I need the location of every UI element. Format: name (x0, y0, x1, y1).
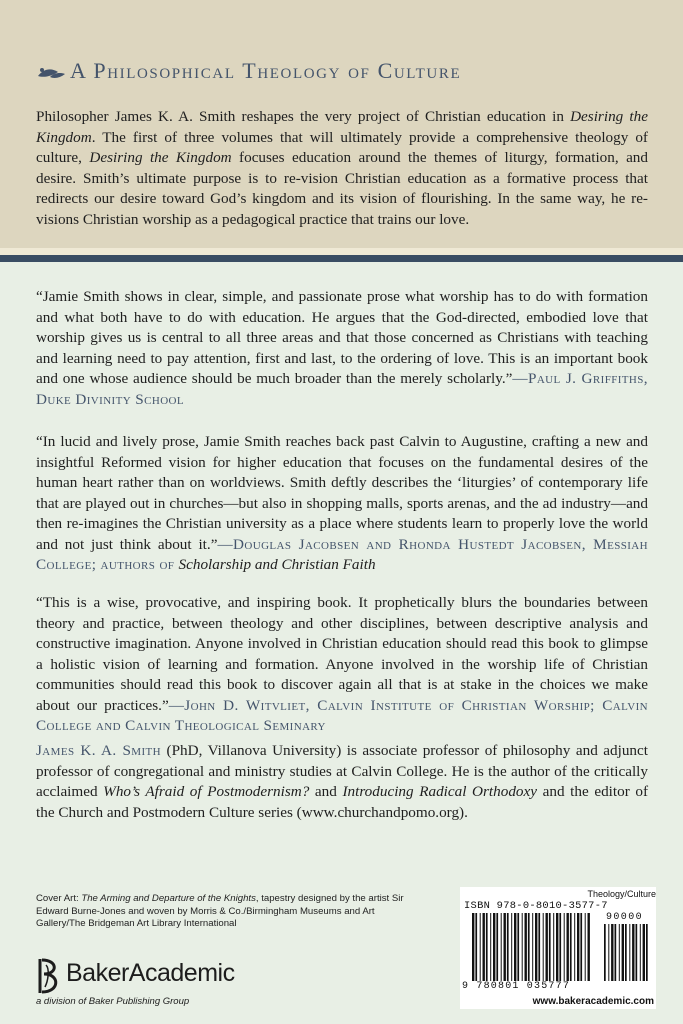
bio-text: and (309, 783, 343, 800)
book-title: Desiring the Kingdom (89, 149, 232, 166)
endorsement-text: “This is a wise, provocative, and inspiring book. It prophetically blurs the boundaries between theory and practice, between theology and other disciplines, between descriptive analysis and constructive imagination. Anyone involved in Christian education should read this book to glimpse a holistic vision of learning and formation. Anyone involved in the worship life of Christian communities should read this book to discover again all that is at stake in the choices we make about our practices.” (36, 594, 648, 714)
endorsement-attribution: —Paul J. Griffiths, Duke Divinity School (36, 370, 648, 408)
leaf-ornament-icon (36, 66, 66, 80)
publisher-name: BakerAcademic (66, 959, 235, 987)
divider-light (0, 248, 683, 255)
credit-text: , tapestry designed by the artist Sir Edward Burne-Jones and woven by Morris & Co./Birmingham Museums and Art Gallery/The Bridgeman Art Library International (36, 893, 404, 929)
intro-paragraph (36, 107, 648, 230)
publisher-website: www.bakeracademic.com (532, 996, 654, 1007)
endorsement-attribution: —John D. Witvliet, Calvin Institute of Christian Worship; Calvin College and Calvin Theological Seminary (36, 696, 648, 734)
publisher-division: a division of Baker Publishing Group (36, 996, 190, 1007)
endorsement-text: “Jamie Smith shows in clear, simple, and passionate prose what worship has to do with formation and what both have to do with education. He argues that the God-directed, embodied love that worship gives us is central to all three areas and that those concerned as Christians with teaching and learning need to pay attention, first and last, to the ordering of love. This is an important book and one whose audience should be much broader than the merely scholarly.” (36, 288, 648, 387)
book-title: Desiring the Kingdom (36, 108, 648, 146)
bio-text: (PhD, Villanova University) is associate professor of philosophy and adjunct professor of congregational and ministry studies at Calvin College. He is the author of the critically acclaimed (36, 742, 648, 800)
divider-band (0, 255, 683, 262)
ean-number: 9 780801 035777 (462, 981, 571, 992)
book-title: Who’s Afraid of Postmodernism? (103, 783, 310, 800)
addon-barcode-icon (604, 924, 648, 981)
publisher-b-icon (36, 957, 64, 995)
bio-text: and the editor of the Church and Postmodern Culture series (www.churchandpomo.org). (36, 783, 649, 821)
publisher-logo (36, 957, 246, 1009)
price-addon: 90000 (606, 912, 644, 923)
endorsement-book-title: Scholarship and Christian Faith (178, 556, 376, 573)
series-title-text: A Philosophical Theology of Culture (70, 58, 462, 83)
author-name: James K. A. Smith (36, 742, 162, 759)
intro-text: focuses education around the themes of liturgy, formation, and desire. Smith’s ultimate purpose is to re-vision Christian education as a formative process that redirects our desire toward God’s kingdom and its vision of flourishing. In the same way, he re-visions Christian worship as a pedagogical practice that trains our love. (36, 149, 648, 228)
intro-text: Philosopher James K. A. Smith reshapes the very project of Christian education in (36, 108, 571, 125)
endorsement (36, 593, 648, 737)
artwork-title: The Arming and Departure of the Knights (81, 893, 256, 904)
series-title (36, 58, 656, 84)
endorsement-attribution: —Douglas Jacobsen and Rhonda Hustedt Jacobsen, Messiah College; authors of (36, 535, 648, 573)
cover-art-credit (36, 893, 416, 931)
author-bio (36, 741, 648, 823)
isbn-number: ISBN 978-0-8010-3577-7 (464, 900, 608, 912)
endorsement (36, 432, 648, 576)
endorsement (36, 287, 648, 410)
intro-text: . The first of three volumes that will ultimately provide a comprehensive theology of culture, (36, 128, 648, 166)
endorsement-text: “In lucid and lively prose, Jamie Smith reaches back past Calvin to Augustine, crafting a new and insightful Reformed vision for higher education that focuses on the fundamental desires of the human heart rather than on worldviews. Smith deftly describes the ‘liturgies’ of contemporary life that are played out in churches—but also in shopping malls, sports arenas, and the ad industry—and then re-imagines the Christian university as a place where students learn to properly love the world and not just think about it.” (36, 433, 648, 553)
subject-category: Theology/Culture (587, 889, 656, 899)
barcode-icon (472, 913, 590, 981)
credit-label: Cover Art: (36, 893, 82, 904)
book-title: Introducing Radical Orthodoxy (342, 783, 538, 800)
